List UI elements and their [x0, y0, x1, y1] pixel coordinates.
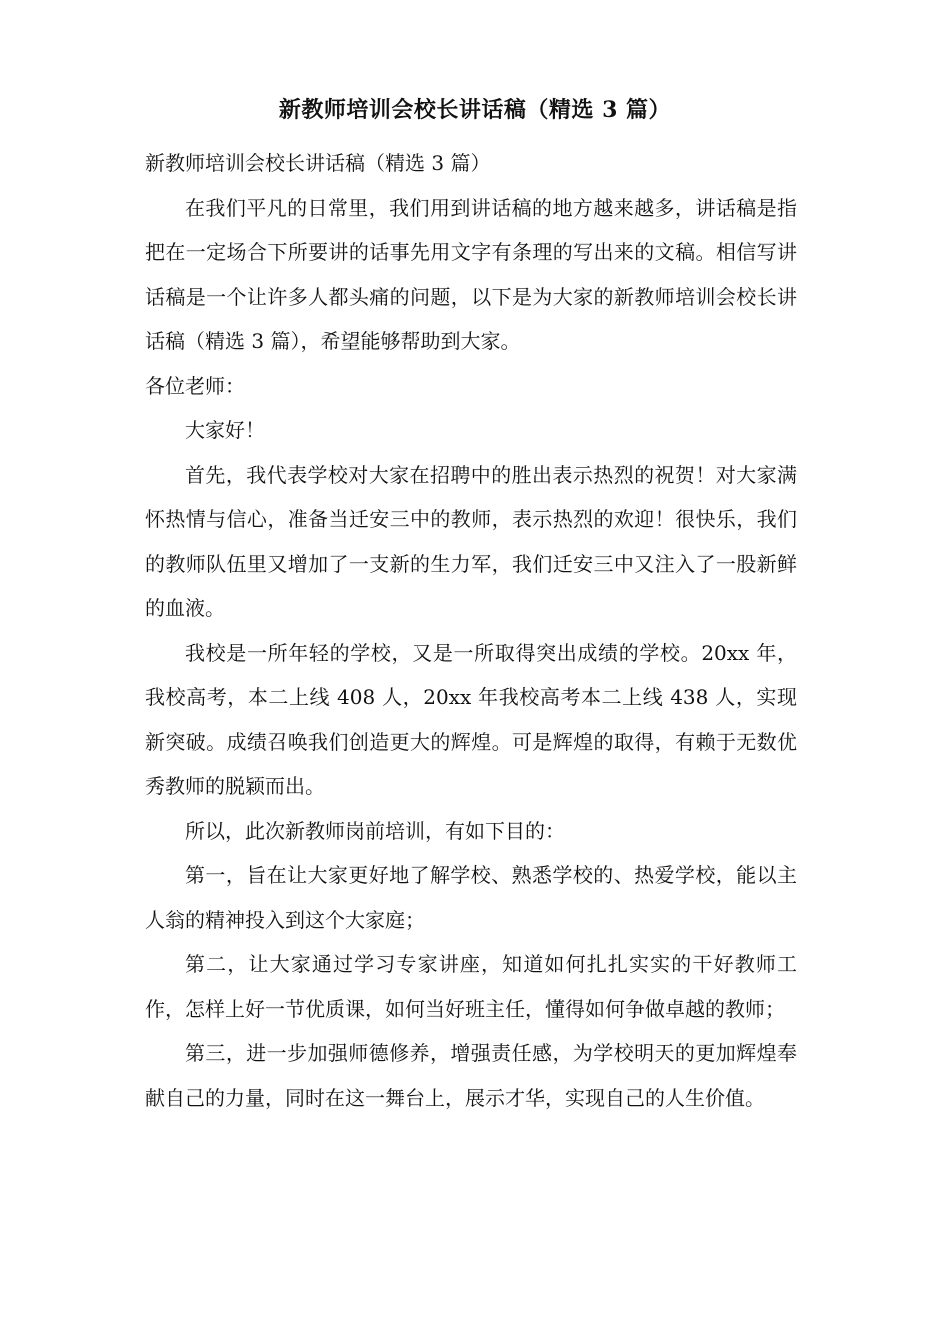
- greeting-paragraph: 大家好！: [185, 418, 265, 442]
- document-title: 新教师培训会校长讲话稿（精选 3 篇）: [278, 97, 672, 123]
- intro-paragraph: 在我们平凡的日常里，我们用到讲话稿的地方越来越多，讲话稿是指把在一定场合下所要讲的话事先用文字有条理的写出来的文稿。相信写讲话稿是一个让许多人都头痛的问题，以下是为大家的新教师培训会校长讲话稿（精选 3 篇），希望能够帮助到大家。: [145, 195, 797, 353]
- document-body: [145, 141, 797, 1120]
- body-paragraph: 首先，我代表学校对大家在招聘中的胜出表示热烈的祝贺！对大家满怀热情与信心，准备当迁安三中的教师，表示热烈的欢迎！很快乐，我们的教师队伍里又增加了一支新的生力军，我们迁安三中又注入了一股新鲜的血液。: [145, 462, 797, 620]
- body-paragraph: 第二，让大家通过学习专家讲座，知道如何扎扎实实的干好教师工作，怎样上好一节优质课，如何当好班主任，懂得如何争做卓越的教师；: [145, 952, 797, 1021]
- body-paragraph: 第三，进一步加强师德修养，增强责任感，为学校明天的更加辉煌奉献自己的力量，同时在这一舞台上，展示才华，实现自己的人生价值。: [145, 1041, 797, 1110]
- salutation-paragraph: 各位老师：: [145, 373, 245, 398]
- subtitle-paragraph: 新教师培训会校长讲话稿（精选 3 篇）: [145, 151, 491, 175]
- body-paragraph: 所以，此次新教师岗前培训，有如下目的：: [185, 818, 565, 843]
- body-paragraph: 第一，旨在让大家更好地了解学校、熟悉学校的、热爱学校，能以主人翁的精神投入到这个大家庭；: [145, 863, 797, 932]
- body-paragraph: 我校是一所年轻的学校，又是一所取得突出成绩的学校。20xx 年，我校高考，本二上线 408 人，20xx 年我校高考本二上线 438 人，实现新突破。成绩召唤我们创造更大的辉煌。可是辉煌的取得，有赖于无数优秀教师的脱颖而出。: [145, 640, 797, 798]
